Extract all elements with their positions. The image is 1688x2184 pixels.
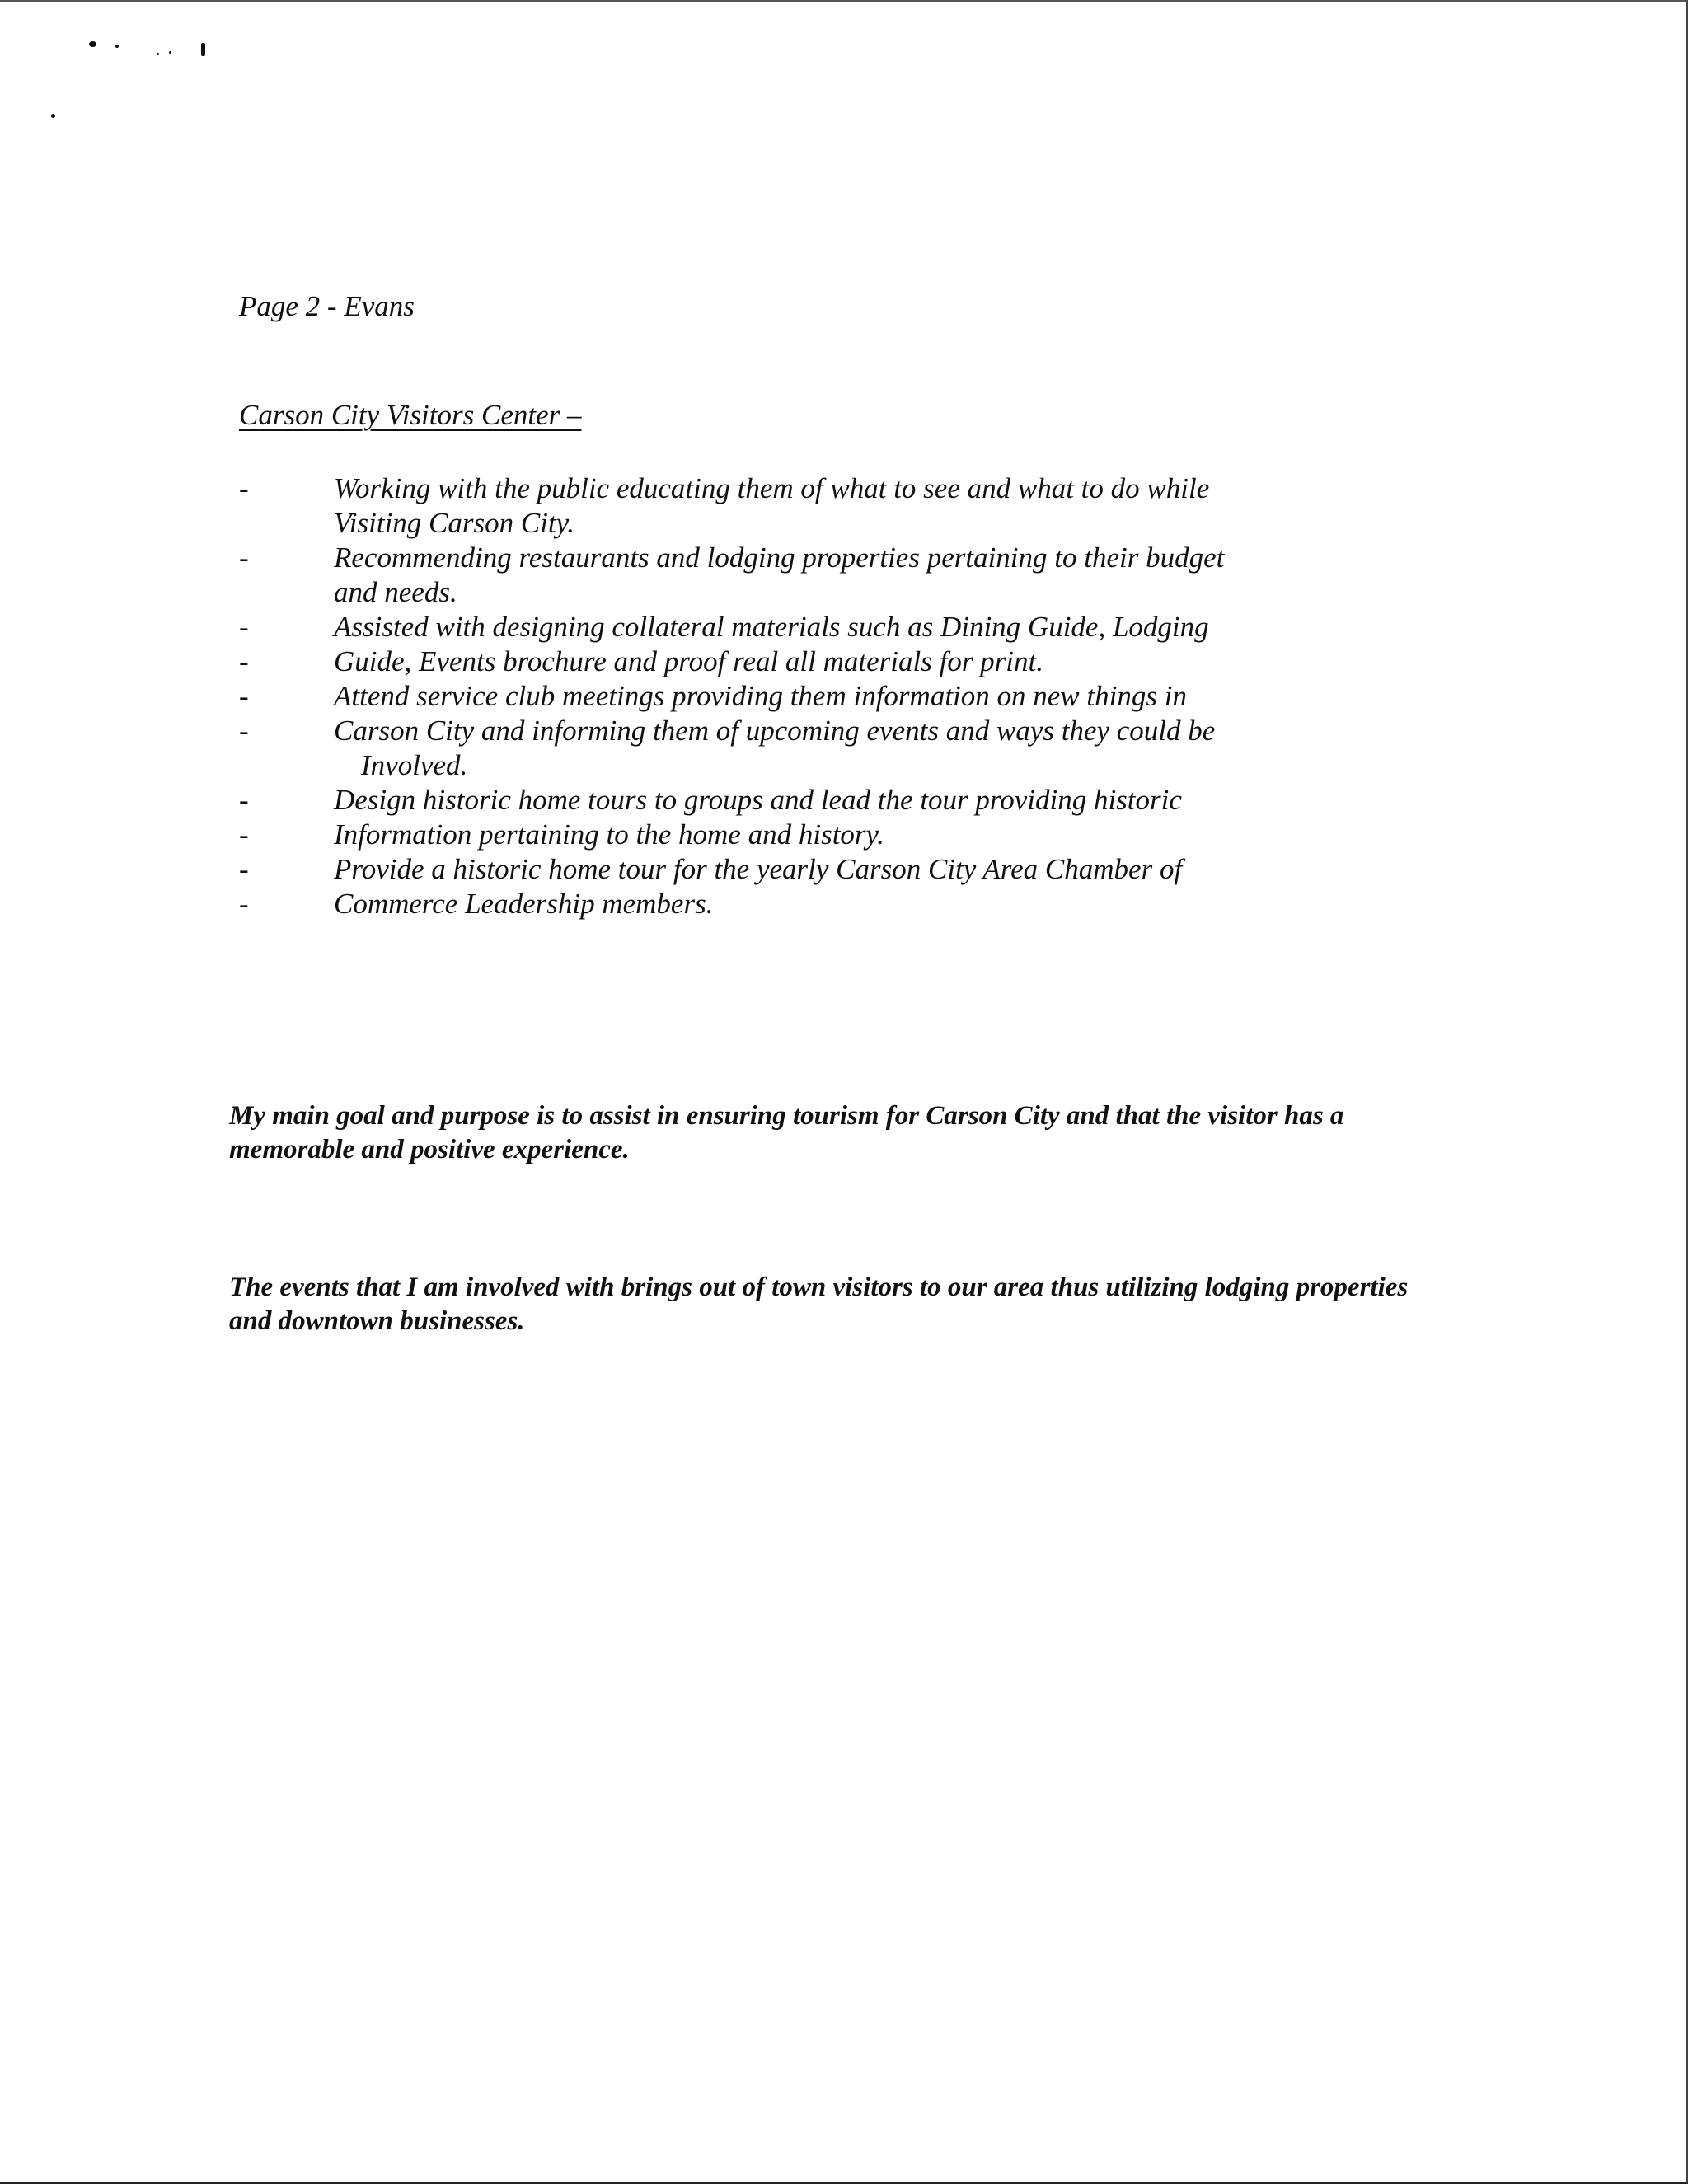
goal-statement: My main goal and purpose is to assist in ensuring tourism for Carson City and that the visitor has a memorable and positive experience.	[229, 1101, 1344, 1165]
duty-line	[239, 541, 1327, 575]
duty-line	[239, 575, 1327, 610]
dash-marker: -	[239, 888, 249, 920]
duty-line	[239, 471, 1327, 506]
scan-speck	[201, 43, 205, 56]
duty-line	[239, 783, 1327, 818]
duty-line	[239, 506, 1327, 541]
duty-text: Recommending restaurants and lodging properties pertaining to their budget	[334, 541, 1225, 574]
scan-speck	[51, 114, 55, 118]
duty-text: Carson City and informing them of upcoming events and ways they could be	[334, 715, 1216, 747]
duty-line	[239, 679, 1327, 714]
dash-marker: -	[239, 611, 249, 643]
duty-line	[239, 852, 1327, 887]
duty-text: Assisted with designing collateral materials such as Dining Guide, Lodging	[334, 611, 1209, 643]
duty-text: Information pertaining to the home and history.	[334, 818, 884, 851]
page-header: Page 2 - Evans	[239, 290, 415, 322]
events-statement: The events that I am involved with brings out of town visitors to our area thus utilizing lodging properties and downtown businesses.	[229, 1272, 1409, 1336]
duty-line	[239, 818, 1327, 852]
section-title: Carson City Visitors Center –	[239, 399, 582, 431]
dash-marker: -	[239, 853, 249, 885]
dash-marker: -	[239, 472, 249, 504]
duty-text: Working with the public educating them of what to see and what to do while	[334, 472, 1210, 504]
dash-marker: -	[239, 715, 249, 747]
duty-line	[239, 887, 1327, 921]
duty-line	[239, 714, 1327, 748]
duty-text: Commerce Leadership members.	[334, 888, 714, 920]
dash-marker: -	[239, 818, 249, 851]
duty-line	[239, 644, 1327, 679]
duty-text: Involved.	[361, 749, 468, 781]
duty-line	[239, 610, 1327, 644]
duty-text: Attend service club meetings providing them information on new things in	[334, 680, 1187, 712]
duty-text: Provide a historic home tour for the yearly Carson City Area Chamber of	[334, 853, 1183, 885]
duty-text: Design historic home tours to groups and lead the tour providing historic	[334, 784, 1182, 816]
scan-speck	[169, 51, 171, 54]
scan-speck	[157, 53, 159, 55]
scan-speck	[89, 41, 96, 47]
dash-marker: -	[239, 541, 249, 574]
duty-text: Guide, Events brochure and proof real all materials for print.	[334, 645, 1044, 677]
duty-text: Visiting Carson City.	[334, 507, 575, 539]
dash-marker: -	[239, 645, 249, 677]
duty-line	[239, 748, 1327, 783]
scan-speck	[115, 45, 119, 48]
duty-text: and needs.	[334, 576, 457, 608]
dash-marker: -	[239, 784, 249, 816]
dash-marker: -	[239, 680, 249, 712]
duty-list	[239, 471, 1327, 921]
